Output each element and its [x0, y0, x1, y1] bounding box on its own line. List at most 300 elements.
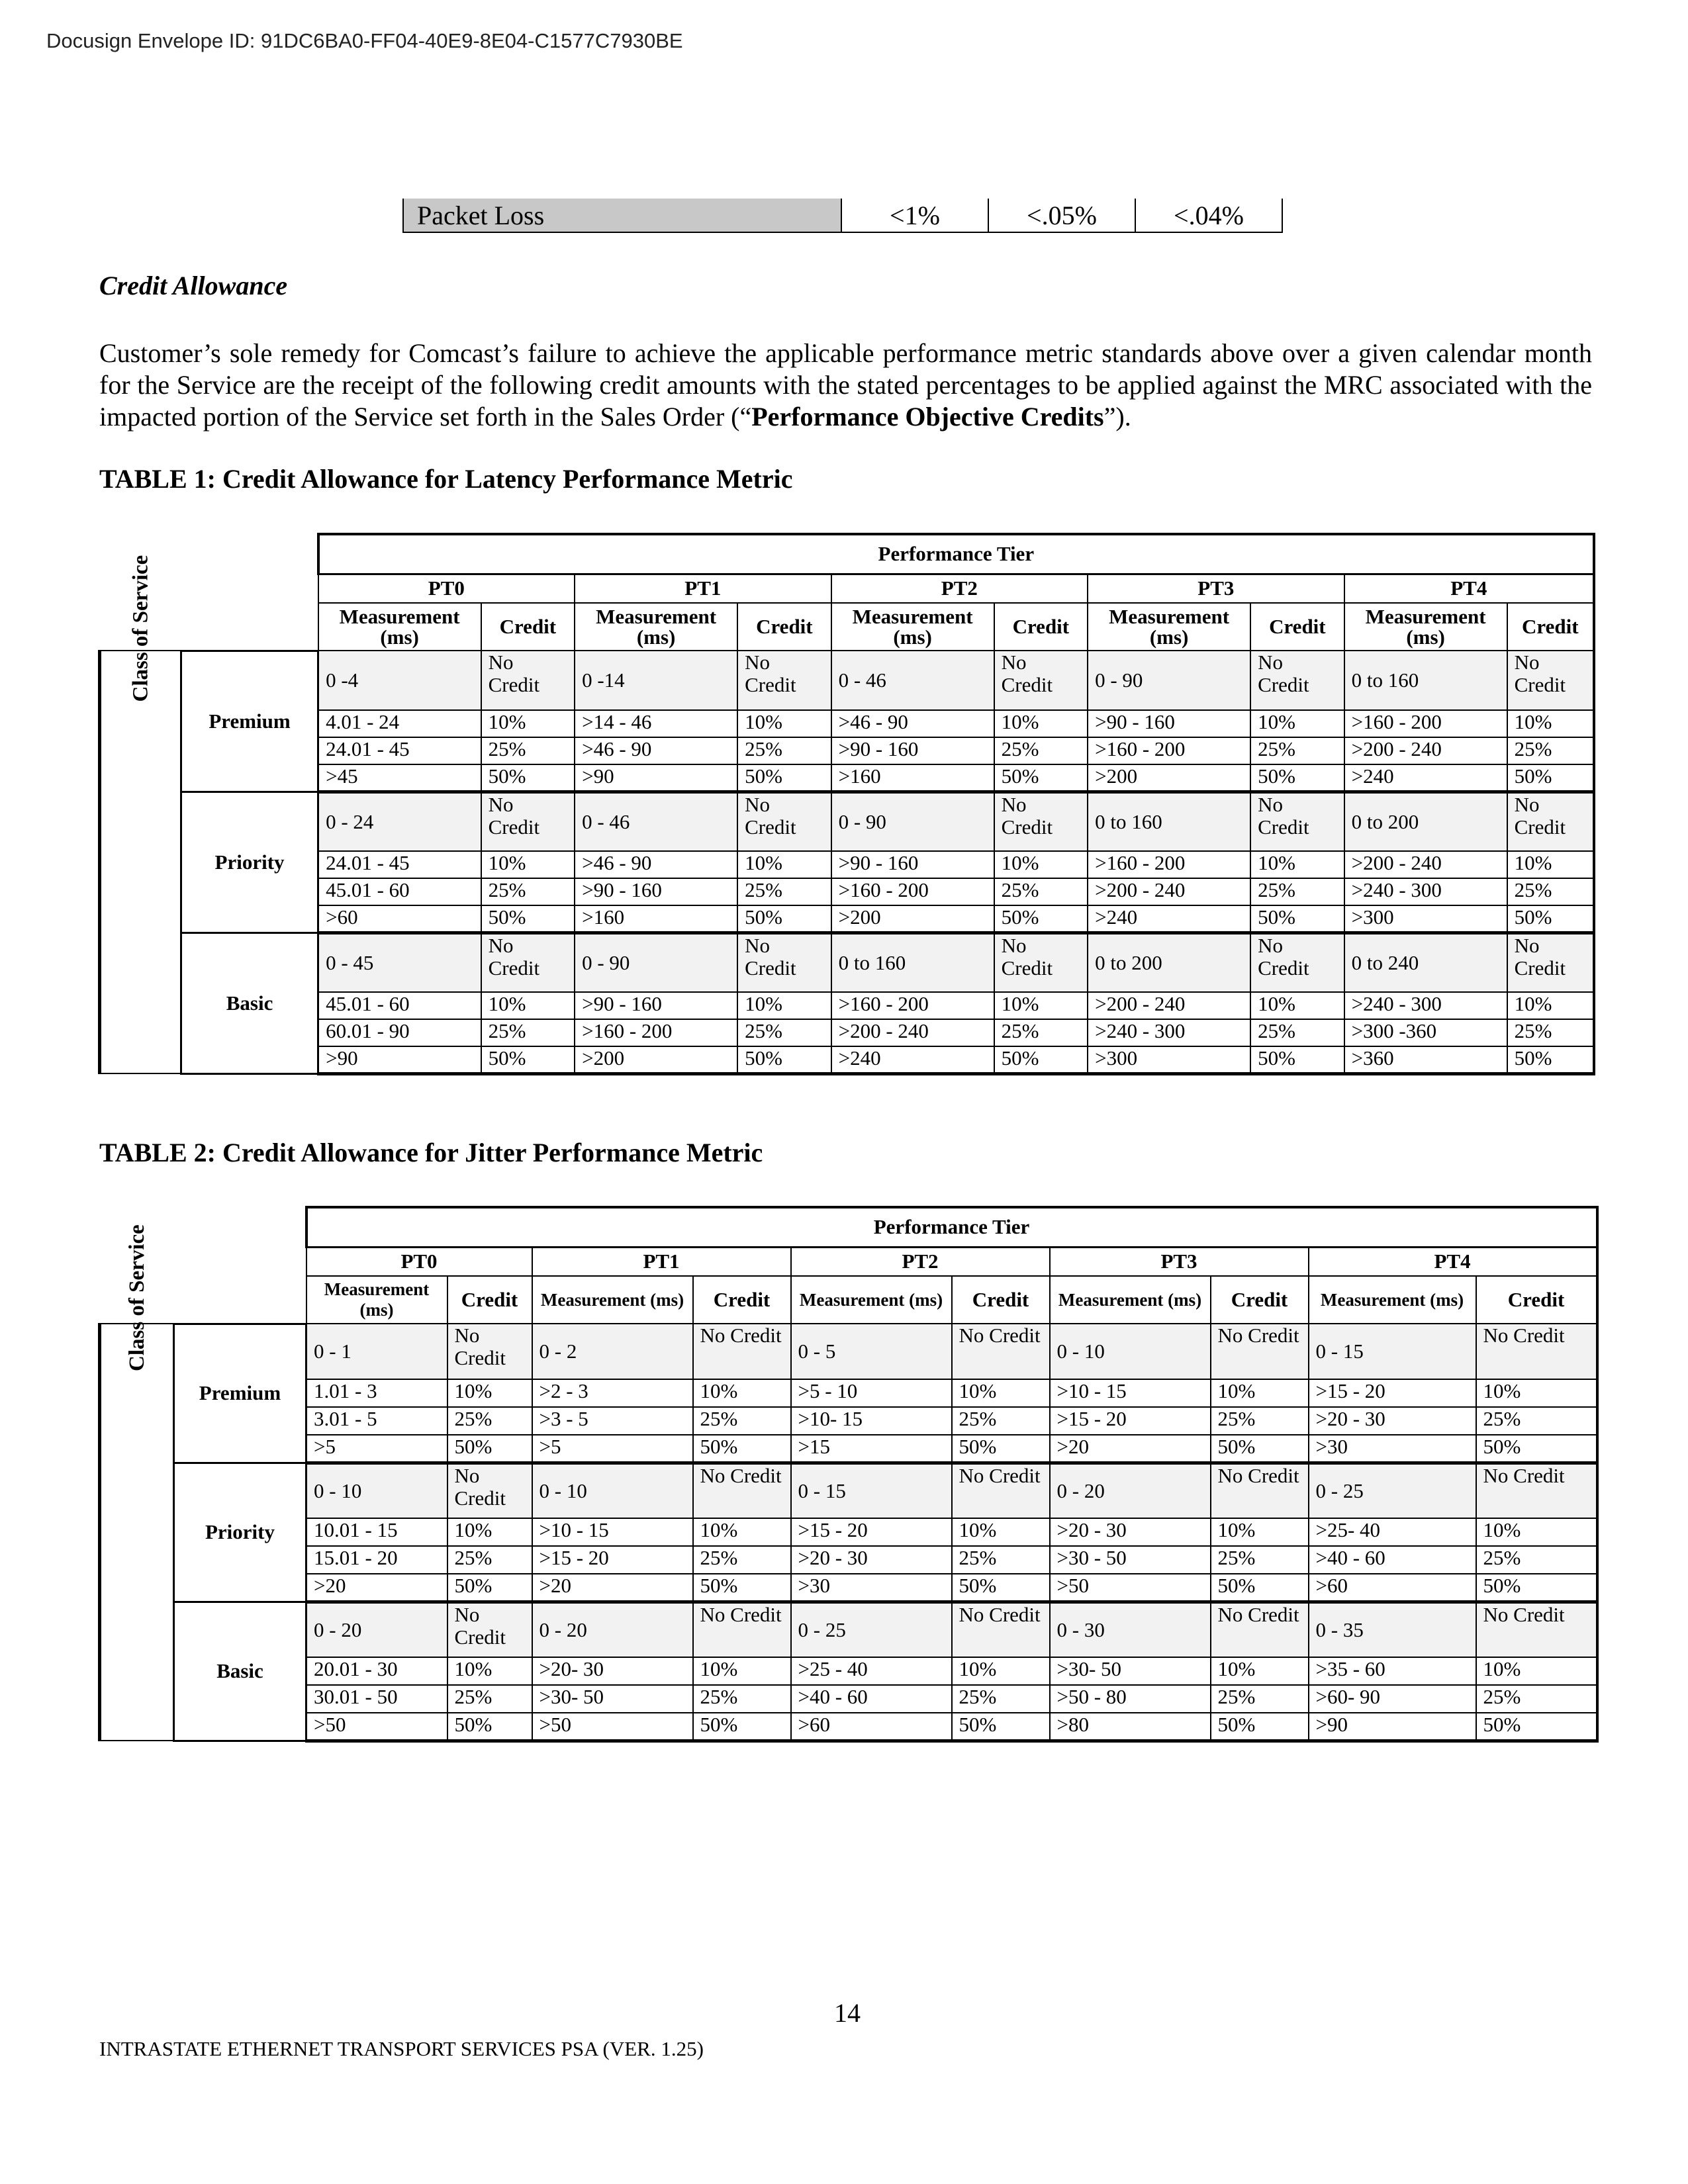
credit-cell: 10% — [481, 710, 575, 737]
credit-cell: No Credit — [952, 1324, 1050, 1379]
measurement-cell: >90 — [575, 764, 737, 792]
credit-cell: 50% — [481, 764, 575, 792]
table-row — [100, 1518, 1597, 1546]
measurement-cell: >200 - 240 — [1088, 992, 1250, 1019]
measurement-cell: >45 — [318, 764, 481, 792]
credit-cell: 10% — [1476, 1518, 1597, 1546]
credit-cell: 25% — [447, 1546, 532, 1574]
measurement-cell: >200 - 240 — [1088, 878, 1250, 905]
measurement-cell: 0 to 160 — [831, 933, 994, 992]
measurement-cell: >20 — [306, 1574, 447, 1602]
measurement-cell: >60 — [318, 905, 481, 933]
table-row — [100, 1685, 1597, 1713]
credit-cell: No Credit — [952, 1602, 1050, 1657]
credit-cell: 10% — [994, 851, 1088, 878]
credit-cell: 50% — [481, 905, 575, 933]
measurement-cell: >160 - 200 — [575, 1019, 737, 1046]
measurement-cell: 0 to 200 — [1088, 933, 1250, 992]
credit-cell: 25% — [952, 1546, 1050, 1574]
measurement-cell: 0 - 15 — [791, 1463, 952, 1518]
credit-header: Credit — [1211, 1276, 1309, 1324]
measurement-cell: 10.01 - 15 — [306, 1518, 447, 1546]
table-row — [100, 1046, 1595, 1073]
credit-cell: No Credit — [1476, 1324, 1597, 1379]
credit-cell: 25% — [1476, 1546, 1597, 1574]
measurement-cell: >50 - 80 — [1050, 1685, 1211, 1713]
credit-allowance-paragraph — [99, 338, 1592, 433]
credit-cell: 50% — [994, 905, 1088, 933]
measurement-cell: >5 — [306, 1435, 447, 1463]
credit-cell: 25% — [737, 737, 831, 764]
measurement-cell: >200 - 240 — [831, 1019, 994, 1046]
credit-cell: 50% — [737, 764, 831, 792]
credit-cell: No Credit — [1476, 1602, 1597, 1657]
measurement-cell: 0 to 160 — [1088, 792, 1250, 851]
measurement-cell: >30- 50 — [532, 1685, 693, 1713]
credit-cell: 50% — [447, 1574, 532, 1602]
credit-cell: 10% — [481, 992, 575, 1019]
credit-cell: 10% — [994, 992, 1088, 1019]
measurement-cell: >60 — [791, 1713, 952, 1741]
credit-cell: 25% — [1476, 1685, 1597, 1713]
credit-cell: 10% — [952, 1379, 1050, 1407]
credit-cell: 25% — [737, 878, 831, 905]
measurement-cell: >20 — [532, 1574, 693, 1602]
measurement-cell: 0 - 25 — [791, 1602, 952, 1657]
measurement-cell: >90 — [1309, 1713, 1476, 1741]
credit-cell: 25% — [1250, 1019, 1344, 1046]
credit-cell: 10% — [693, 1518, 791, 1546]
measurement-cell: 0 to 240 — [1344, 933, 1507, 992]
measurement-cell: >20- 30 — [532, 1657, 693, 1685]
measurement-cell: >3 - 5 — [532, 1407, 693, 1435]
table1-title: TABLE 1: Credit Allowance for Latency Performance Metric — [99, 464, 793, 494]
credit-cell: No Credit — [994, 792, 1088, 851]
paragraph-bold-term: Performance Objective Credits — [751, 402, 1104, 432]
credit-header: Credit — [737, 603, 831, 651]
measurement-cell: >300 — [1344, 905, 1507, 933]
credit-cell: 10% — [1476, 1379, 1597, 1407]
paragraph-text-1: Customer’s sole remedy for Comcast’s failure to achieve the applicable performance metric standards above over a given calendar month for the Service are the receipt of the following credit amounts with the stated percentages to be applied against the MRC associated with the impacted portion of the Service set forth in the Sales Order (“ — [99, 338, 1592, 432]
credit-cell: 50% — [994, 764, 1088, 792]
credit-cell: No Credit — [737, 933, 831, 992]
credit-cell: No Credit — [994, 933, 1088, 992]
measurement-cell: 0 - 24 — [318, 792, 481, 851]
measurement-cell: >240 — [1088, 905, 1250, 933]
measurement-cell: >240 - 300 — [1344, 878, 1507, 905]
credit-cell: 25% — [952, 1685, 1050, 1713]
table-row — [100, 1407, 1597, 1435]
credit-cell: 25% — [737, 1019, 831, 1046]
measurement-cell: 45.01 - 60 — [318, 878, 481, 905]
credit-cell: No Credit — [1211, 1602, 1309, 1657]
measurement-cell: 0 - 90 — [575, 933, 737, 992]
table-row — [100, 1713, 1597, 1741]
packet-loss-value-2: <.05% — [988, 199, 1135, 232]
credit-cell: 10% — [481, 851, 575, 878]
measurement-cell: 0 - 35 — [1309, 1602, 1476, 1657]
credit-cell: No Credit — [447, 1602, 532, 1657]
measurement-cell: 0 - 10 — [532, 1463, 693, 1518]
measurement-cell: >200 - 240 — [1344, 851, 1507, 878]
credit-cell: No Credit — [1507, 651, 1594, 710]
credit-cell: No Credit — [952, 1463, 1050, 1518]
credit-cell: 10% — [1507, 710, 1594, 737]
credit-cell: 25% — [994, 1019, 1088, 1046]
measurement-cell: >160 — [831, 764, 994, 792]
credit-cell: No Credit — [447, 1463, 532, 1518]
measurement-cell: >40 - 60 — [1309, 1546, 1476, 1574]
credit-header: Credit — [481, 603, 575, 651]
credit-cell: 10% — [1507, 992, 1594, 1019]
measurement-cell: 0 - 46 — [575, 792, 737, 851]
credit-cell: 10% — [693, 1657, 791, 1685]
credit-cell: 10% — [994, 710, 1088, 737]
credit-cell: 50% — [481, 1046, 575, 1073]
measurement-cell: >15 — [791, 1435, 952, 1463]
credit-cell: No Credit — [1250, 792, 1344, 851]
table-row — [100, 1657, 1597, 1685]
tier-header-pt4: PT4 — [1309, 1247, 1597, 1276]
measurement-cell: >30- 50 — [1050, 1657, 1211, 1685]
credit-cell: 25% — [447, 1407, 532, 1435]
credit-cell: 10% — [1211, 1657, 1309, 1685]
measurement-cell: >15 - 20 — [791, 1518, 952, 1546]
credit-header: Credit — [447, 1276, 532, 1324]
class-of-service-label — [100, 1224, 174, 1741]
measurement-cell: >30 - 50 — [1050, 1546, 1211, 1574]
measurement-cell: >5 — [532, 1435, 693, 1463]
credit-cell: No Credit — [693, 1324, 791, 1379]
page-number: 14 — [834, 1998, 861, 2028]
credit-cell: 25% — [481, 878, 575, 905]
measurement-cell: 0 to 160 — [1344, 651, 1507, 710]
credit-cell: 25% — [1211, 1407, 1309, 1435]
measurement-cell: >15 - 20 — [1050, 1407, 1211, 1435]
class-priority: Priority — [181, 792, 318, 933]
class-priority: Priority — [174, 1463, 306, 1602]
measurement-cell: 0 - 10 — [306, 1463, 447, 1518]
measurement-cell: >20 - 30 — [1050, 1518, 1211, 1546]
measurement-cell: >90 — [318, 1046, 481, 1073]
measurement-cell: >10 - 15 — [1050, 1379, 1211, 1407]
measurement-cell: 3.01 - 5 — [306, 1407, 447, 1435]
measurement-cell: >60- 90 — [1309, 1685, 1476, 1713]
table-row — [100, 1546, 1597, 1574]
class-premium: Premium — [181, 651, 318, 792]
measurement-cell: >160 — [575, 905, 737, 933]
credit-cell: 50% — [693, 1435, 791, 1463]
measurement-header: Measurement (ms) — [831, 603, 994, 651]
tier-header-pt4: PT4 — [1344, 574, 1594, 603]
credit-cell: 50% — [1250, 1046, 1344, 1073]
credit-cell: 25% — [994, 737, 1088, 764]
measurement-cell: >40 - 60 — [791, 1685, 952, 1713]
measurement-cell: 45.01 - 60 — [318, 992, 481, 1019]
measurement-cell: 0 - 20 — [532, 1602, 693, 1657]
class-of-service-text: Class of Service — [125, 1224, 149, 1371]
measurement-cell: 0 to 200 — [1344, 792, 1507, 851]
credit-allowance-heading: Credit Allowance — [99, 271, 288, 300]
class-basic: Basic — [174, 1602, 306, 1741]
credit-cell: 10% — [1250, 710, 1344, 737]
credit-cell: 50% — [1507, 1046, 1594, 1073]
credit-cell: 25% — [481, 737, 575, 764]
measurement-cell: 24.01 - 45 — [318, 851, 481, 878]
credit-cell: 50% — [952, 1713, 1050, 1741]
credit-cell: 50% — [693, 1574, 791, 1602]
tier-header-pt2: PT2 — [831, 574, 1088, 603]
credit-header: Credit — [693, 1276, 791, 1324]
measurement-cell: >20 - 30 — [791, 1546, 952, 1574]
credit-cell: No Credit — [737, 792, 831, 851]
credit-cell: 25% — [481, 1019, 575, 1046]
credit-header: Credit — [1507, 603, 1594, 651]
credit-cell: No Credit — [1211, 1463, 1309, 1518]
credit-cell: 25% — [1211, 1685, 1309, 1713]
table2-title: TABLE 2: Credit Allowance for Jitter Performance Metric — [99, 1138, 763, 1167]
measurement-header: Measurement (ms) — [1050, 1276, 1211, 1324]
tier-header-pt0: PT0 — [306, 1247, 532, 1276]
measurement-cell: >160 - 200 — [1088, 737, 1250, 764]
measurement-cell: >300 -360 — [1344, 1019, 1507, 1046]
credit-cell: 10% — [447, 1379, 532, 1407]
table-row — [100, 992, 1595, 1019]
measurement-cell: 20.01 - 30 — [306, 1657, 447, 1685]
credit-cell: 25% — [1476, 1407, 1597, 1435]
packet-loss-value-3: <.04% — [1135, 199, 1282, 232]
measurement-cell: >50 — [1050, 1574, 1211, 1602]
credit-cell: 50% — [737, 1046, 831, 1073]
measurement-cell: 1.01 - 3 — [306, 1379, 447, 1407]
measurement-cell: >200 — [1088, 764, 1250, 792]
measurement-cell: >300 — [1088, 1046, 1250, 1073]
measurement-cell: >90 - 160 — [1088, 710, 1250, 737]
credit-cell: No Credit — [737, 651, 831, 710]
performance-tier-header: Performance Tier — [306, 1207, 1597, 1247]
table-row — [100, 737, 1595, 764]
measurement-cell: 0 - 90 — [831, 792, 994, 851]
credit-cell: 25% — [1250, 878, 1344, 905]
measurement-cell: >90 - 160 — [831, 851, 994, 878]
credit-cell: 50% — [1211, 1435, 1309, 1463]
credit-header: Credit — [994, 603, 1088, 651]
measurement-cell: 0 - 25 — [1309, 1463, 1476, 1518]
measurement-cell: 0 -4 — [318, 651, 481, 710]
measurement-cell: >240 — [1344, 764, 1507, 792]
credit-cell: 50% — [693, 1713, 791, 1741]
measurement-header: Measurement (ms) — [318, 603, 481, 651]
credit-cell: 10% — [737, 710, 831, 737]
credit-cell: 50% — [1476, 1435, 1597, 1463]
table-row — [100, 651, 1595, 710]
measurement-cell: 0 - 90 — [1088, 651, 1250, 710]
table-row — [100, 1324, 1597, 1379]
latency-credit-table — [98, 533, 1595, 1075]
credit-cell: 10% — [1250, 992, 1344, 1019]
class-of-service-label — [100, 555, 181, 1073]
measurement-cell: >10 - 15 — [532, 1518, 693, 1546]
measurement-cell: 0 - 46 — [831, 651, 994, 710]
credit-cell: 10% — [952, 1657, 1050, 1685]
measurement-cell: >60 — [1309, 1574, 1476, 1602]
credit-cell: 25% — [693, 1407, 791, 1435]
document-footer: INTRASTATE ETHERNET TRANSPORT SERVICES PSA (VER. 1.25) — [99, 2037, 704, 2060]
table-row — [100, 905, 1595, 933]
credit-cell: No Credit — [1507, 933, 1594, 992]
measurement-cell: >14 - 46 — [575, 710, 737, 737]
class-premium: Premium — [174, 1324, 306, 1463]
credit-cell: 50% — [952, 1574, 1050, 1602]
credit-cell: No Credit — [693, 1602, 791, 1657]
measurement-cell: 30.01 - 50 — [306, 1685, 447, 1713]
credit-cell: 10% — [737, 851, 831, 878]
class-of-service-text: Class of Service — [128, 555, 153, 702]
tier-header-pt3: PT3 — [1088, 574, 1344, 603]
credit-cell: No Credit — [1211, 1324, 1309, 1379]
docusign-envelope-id: Docusign Envelope ID: 91DC6BA0-FF04-40E9-8E04-C1577C7930BE — [46, 29, 683, 52]
credit-cell: No Credit — [1250, 651, 1344, 710]
credit-cell: 25% — [447, 1685, 532, 1713]
measurement-header: Measurement (ms) — [1344, 603, 1507, 651]
table-row — [100, 878, 1595, 905]
credit-cell: 25% — [1507, 878, 1594, 905]
tier-header-pt2: PT2 — [791, 1247, 1050, 1276]
table-row — [100, 1379, 1597, 1407]
credit-cell: No Credit — [481, 792, 575, 851]
credit-header: Credit — [1250, 603, 1344, 651]
measurement-cell: >20 — [1050, 1435, 1211, 1463]
credit-cell: 10% — [1211, 1379, 1309, 1407]
credit-cell: 50% — [1507, 905, 1594, 933]
table-row — [100, 792, 1595, 851]
measurement-header: Measurement (ms) — [1088, 603, 1250, 651]
credit-cell: 50% — [737, 905, 831, 933]
credit-cell: 10% — [447, 1518, 532, 1546]
credit-cell: 25% — [1250, 737, 1344, 764]
table-row — [100, 1602, 1597, 1657]
measurement-cell: 4.01 - 24 — [318, 710, 481, 737]
measurement-cell: >360 — [1344, 1046, 1507, 1073]
credit-cell: 50% — [1507, 764, 1594, 792]
credit-cell: No Credit — [1476, 1463, 1597, 1518]
credit-cell: 25% — [693, 1546, 791, 1574]
measurement-cell: >160 - 200 — [1088, 851, 1250, 878]
measurement-cell: >15 - 20 — [532, 1546, 693, 1574]
measurement-cell: >50 — [306, 1713, 447, 1741]
credit-cell: 10% — [1211, 1518, 1309, 1546]
measurement-header: Measurement (ms) — [575, 603, 737, 651]
measurement-cell: 0 - 2 — [532, 1324, 693, 1379]
measurement-cell: >240 - 300 — [1088, 1019, 1250, 1046]
measurement-header: Measurement (ms) — [1309, 1276, 1476, 1324]
measurement-cell: >30 — [1309, 1435, 1476, 1463]
measurement-cell: 0 - 10 — [1050, 1324, 1211, 1379]
credit-cell: 25% — [693, 1685, 791, 1713]
credit-cell: 50% — [1250, 905, 1344, 933]
tier-header-pt1: PT1 — [532, 1247, 791, 1276]
table-row — [100, 851, 1595, 878]
credit-cell: 50% — [952, 1435, 1050, 1463]
measurement-cell: >46 - 90 — [831, 710, 994, 737]
measurement-cell: 0 - 20 — [1050, 1463, 1211, 1518]
credit-cell: 50% — [447, 1435, 532, 1463]
measurement-cell: >35 - 60 — [1309, 1657, 1476, 1685]
credit-cell: 25% — [1211, 1546, 1309, 1574]
measurement-cell: 60.01 - 90 — [318, 1019, 481, 1046]
measurement-cell: >160 - 200 — [1344, 710, 1507, 737]
measurement-cell: >15 - 20 — [1309, 1379, 1476, 1407]
measurement-cell: >200 — [575, 1046, 737, 1073]
performance-tier-header: Performance Tier — [318, 534, 1594, 574]
tier-header-pt0: PT0 — [318, 574, 575, 603]
credit-cell: No Credit — [481, 933, 575, 992]
measurement-cell: >240 - 300 — [1344, 992, 1507, 1019]
measurement-header: Measurement (ms) — [791, 1276, 952, 1324]
credit-cell: 50% — [447, 1713, 532, 1741]
tier-header-pt3: PT3 — [1050, 1247, 1309, 1276]
table-row — [100, 710, 1595, 737]
measurement-cell: 0 - 20 — [306, 1602, 447, 1657]
credit-cell: 25% — [952, 1407, 1050, 1435]
credit-cell: 25% — [1507, 1019, 1594, 1046]
measurement-cell: >200 — [831, 905, 994, 933]
credit-cell: No Credit — [1250, 933, 1344, 992]
credit-cell: 10% — [1476, 1657, 1597, 1685]
credit-cell: 50% — [1476, 1713, 1597, 1741]
table-row — [100, 1435, 1597, 1463]
tier-header-pt1: PT1 — [575, 574, 831, 603]
measurement-cell: 0 - 45 — [318, 933, 481, 992]
credit-cell: 50% — [994, 1046, 1088, 1073]
credit-cell: 50% — [1211, 1574, 1309, 1602]
measurement-cell: >240 — [831, 1046, 994, 1073]
measurement-header: Measurement (ms) — [306, 1276, 447, 1324]
paragraph-text-2: ”). — [1103, 402, 1131, 432]
measurement-cell: >50 — [532, 1713, 693, 1741]
credit-cell: 50% — [1476, 1574, 1597, 1602]
measurement-cell: 0 - 15 — [1309, 1324, 1476, 1379]
table-row — [100, 933, 1595, 992]
credit-cell: 25% — [1507, 737, 1594, 764]
credit-cell: 10% — [737, 992, 831, 1019]
measurement-cell: 15.01 - 20 — [306, 1546, 447, 1574]
measurement-cell: >80 — [1050, 1713, 1211, 1741]
measurement-cell: 0 -14 — [575, 651, 737, 710]
table-row — [100, 1463, 1597, 1518]
credit-cell: 10% — [447, 1657, 532, 1685]
credit-cell: 10% — [952, 1518, 1050, 1546]
measurement-cell: >200 - 240 — [1344, 737, 1507, 764]
credit-cell: 10% — [1507, 851, 1594, 878]
table-row — [100, 764, 1595, 792]
measurement-cell: >10- 15 — [791, 1407, 952, 1435]
credit-cell: 50% — [1250, 764, 1344, 792]
credit-header: Credit — [952, 1276, 1050, 1324]
measurement-cell: >46 - 90 — [575, 737, 737, 764]
packet-loss-row — [402, 199, 1283, 233]
table-row — [100, 1019, 1595, 1046]
credit-cell: 50% — [1211, 1713, 1309, 1741]
measurement-cell: >46 - 90 — [575, 851, 737, 878]
measurement-cell: 24.01 - 45 — [318, 737, 481, 764]
measurement-cell: >90 - 160 — [575, 992, 737, 1019]
credit-cell: 10% — [1250, 851, 1344, 878]
measurement-cell: >25 - 40 — [791, 1657, 952, 1685]
measurement-cell: >90 - 160 — [831, 737, 994, 764]
credit-cell: No Credit — [447, 1324, 532, 1379]
jitter-credit-table — [98, 1206, 1599, 1743]
